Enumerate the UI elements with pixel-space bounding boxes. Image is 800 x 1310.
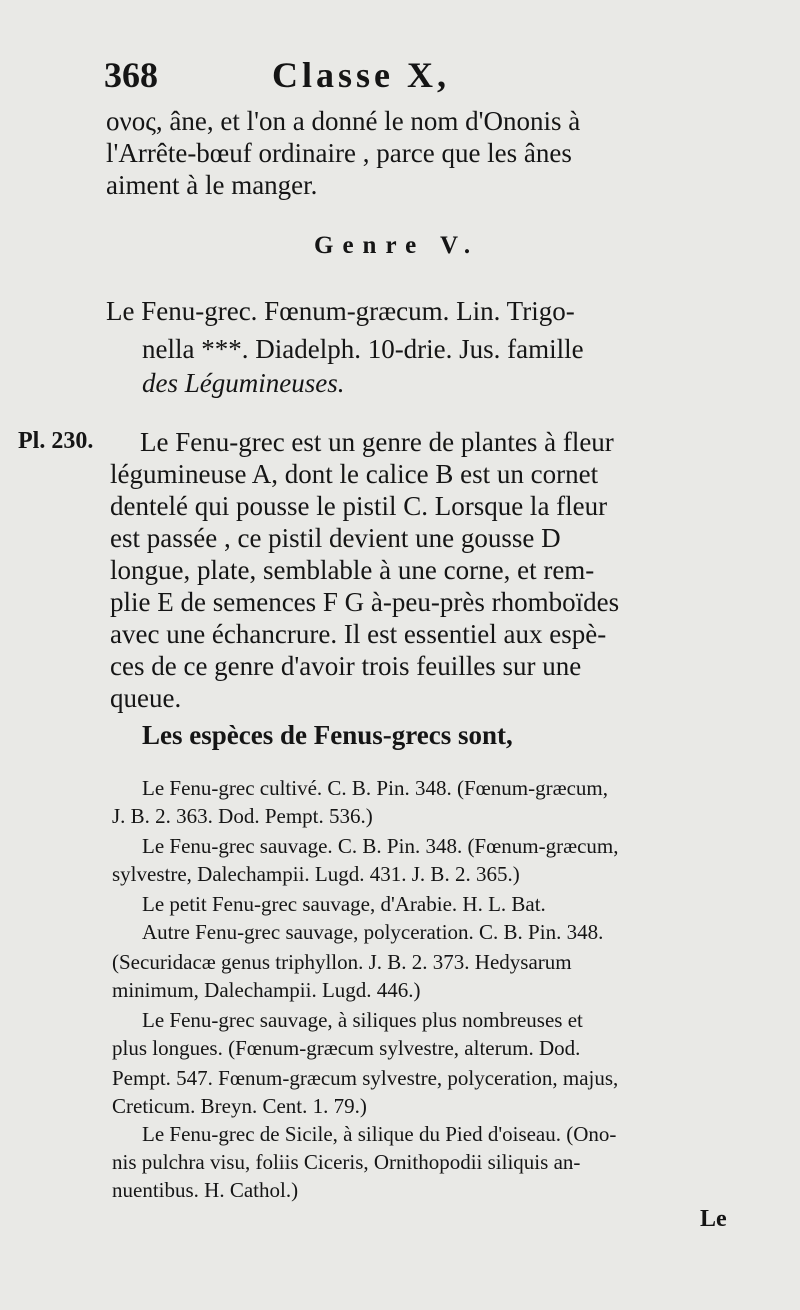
genus-title-line: Le Fenu-grec. Fœnum-græcum. Lin. Trigo- (106, 296, 575, 326)
description-line: est passée , ce pistil devient une gousse D (110, 523, 561, 553)
description-line: plie E de semences F G à-peu-près rhomboïdes (110, 587, 620, 617)
species-line: Creticum. Breyn. Cent. 1. 79.) (112, 1094, 367, 1118)
species-line: Le Fenu-grec de Sicile, à silique du Pied d'oiseau. (Ono- (142, 1122, 617, 1146)
description-line: légumineuse A, dont le calice B est un cornet (110, 459, 599, 489)
species-line: minimum, Dalechampii. Lugd. 446.) (112, 978, 421, 1002)
genus-title-line: nella ***. Diadelph. 10-drie. Jus. famille (142, 334, 584, 364)
intro-line: ονος, âne, et l'on a donné le nom d'Ononis à (106, 106, 581, 136)
species-line: (Securidacæ genus triphyllon. J. B. 2. 373. Hedysarum (112, 950, 572, 974)
intro-line: aiment à le manger. (106, 170, 318, 200)
species-line: Autre Fenu-grec sauvage, polyceration. C. B. Pin. 348. (142, 920, 604, 944)
species-line: Le Fenu-grec cultivé. C. B. Pin. 348. (Fœnum-græcum, (142, 776, 609, 800)
genus-title-line: des Légumineuses. (142, 368, 345, 398)
species-line: Le Fenu-grec sauvage. C. B. Pin. 348. (Fœnum-græcum, (142, 834, 619, 858)
intro-line: l'Arrête-bœuf ordinaire , parce que les ânes (106, 138, 572, 168)
species-line: nis pulchra visu, foliis Ciceris, Ornithopodii siliquis an- (112, 1150, 581, 1174)
species-line: sylvestre, Dalechampii. Lugd. 431. J. B. 2. 365.) (112, 862, 520, 886)
genre-heading: Genre V. (314, 232, 480, 259)
description-line: Le Fenu-grec est un genre de plantes à fleur (140, 427, 614, 457)
species-line: nuentibus. H. Cathol.) (112, 1178, 299, 1202)
page-header (104, 54, 450, 96)
species-line: Le Fenu-grec sauvage, à siliques plus nombreuses et (142, 1008, 583, 1032)
class-title: Classe X, (272, 55, 450, 95)
species-line: Le petit Fenu-grec sauvage, d'Arabie. H. L. Bat. (142, 892, 546, 916)
description-line: avec une échancrure. Il est essentiel aux espè- (110, 619, 607, 649)
species-line: plus longues. (Fœnum-græcum sylvestre, alterum. Dod. (112, 1036, 581, 1060)
description-line: dentelé qui pousse le pistil C. Lorsque la fleur (110, 491, 608, 521)
description-line: longue, plate, semblable à une corne, et rem- (110, 555, 595, 585)
page-number: 368 (104, 55, 158, 95)
plate-reference: Pl. 230. (18, 428, 94, 454)
description-line: ces de ce genre d'avoir trois feuilles sur une (110, 651, 582, 681)
species-line: Pempt. 547. Fœnum-græcum sylvestre, polyceration, majus, (112, 1066, 619, 1090)
description-line: queue. (110, 683, 182, 713)
catchword: Le (700, 1206, 727, 1232)
species-line: J. B. 2. 363. Dod. Pempt. 536.) (112, 804, 373, 828)
species-heading: Les espèces de Fenus-grecs sont, (142, 720, 513, 750)
